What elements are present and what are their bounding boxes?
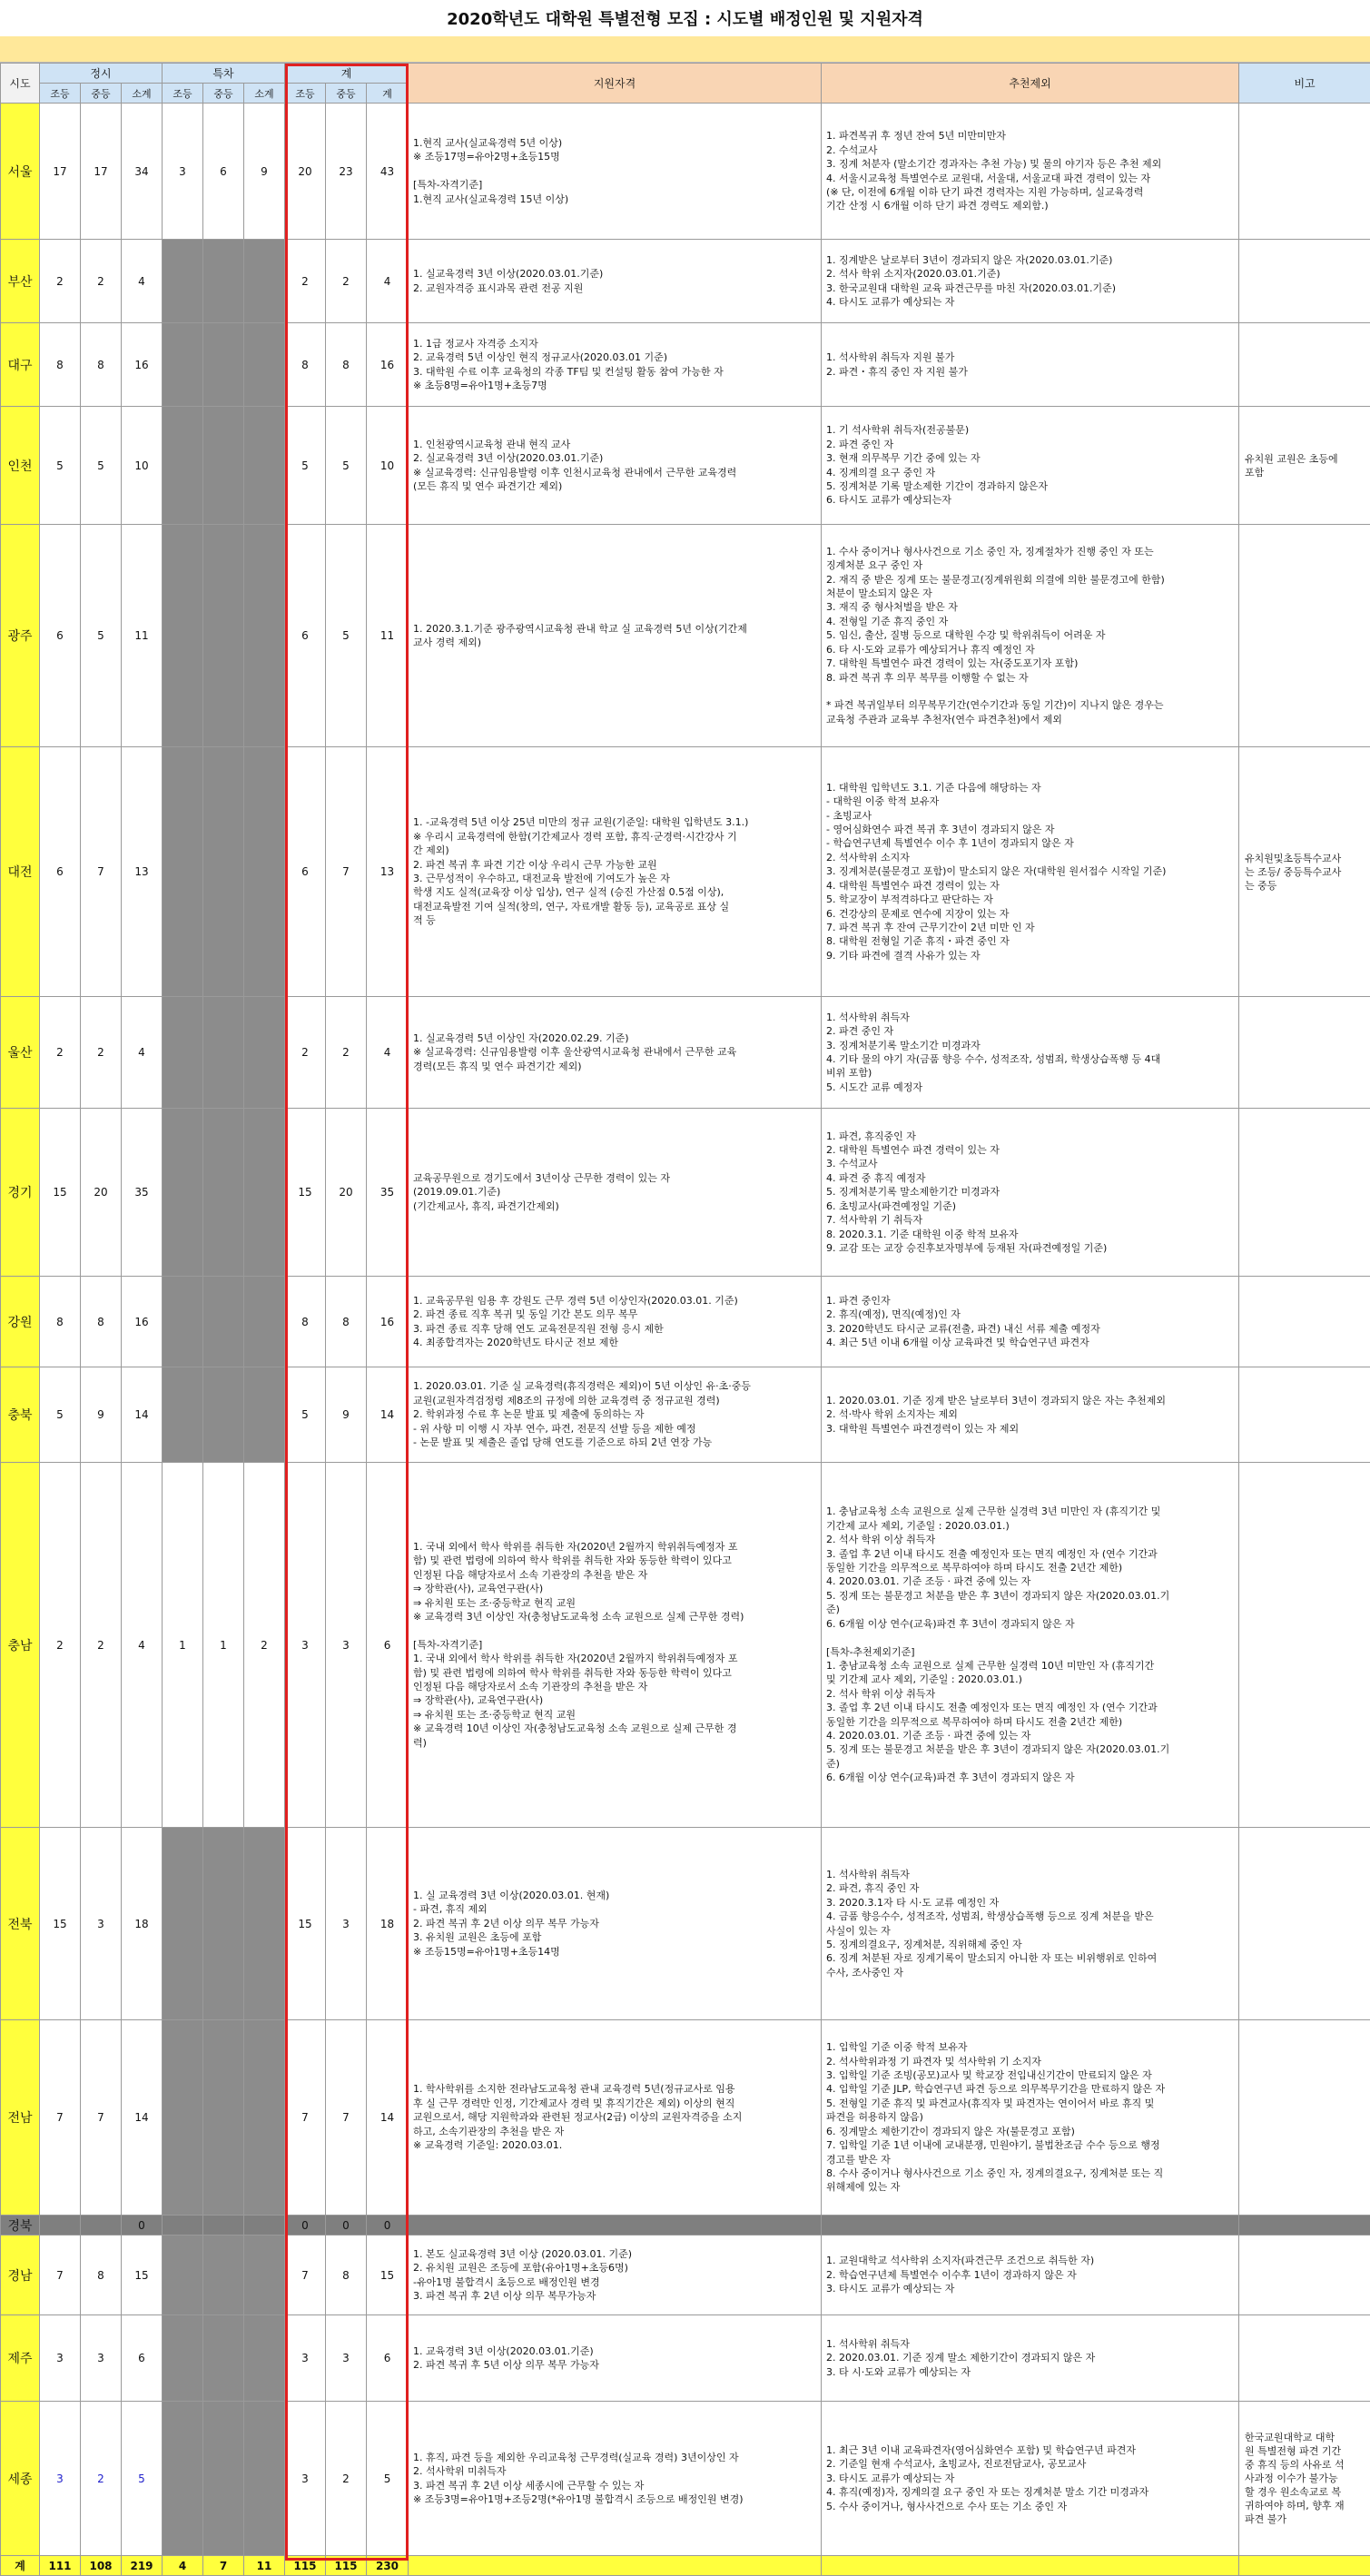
count-cell: 15	[122, 2235, 163, 2315]
sido-cell: 경남	[1, 2235, 40, 2315]
count-cell: 13	[122, 747, 163, 997]
count-cell: 3	[285, 2315, 326, 2402]
header-sido: 시도	[1, 64, 40, 104]
qualification-cell: 1. 실교육경력 5년 이상인 자(2020.02.29. 기준) ※ 실교육경력: 신규임용발령 이후 울산광역시교육청 관내에서 근무한 교육 경력(모든 휴직 및 연수 파견기간 제외)	[409, 997, 822, 1109]
count-cell: 0	[326, 2216, 367, 2235]
remarks-cell	[1239, 1828, 1370, 2020]
sido-cell: 경기	[1, 1109, 40, 1277]
count-cell	[203, 1109, 244, 1277]
table-row	[1, 2235, 1370, 2315]
count-cell	[163, 2235, 203, 2315]
count-cell: 6	[40, 747, 81, 997]
count-cell	[163, 747, 203, 997]
remarks-cell	[1239, 1367, 1370, 1463]
count-cell: 16	[122, 323, 163, 407]
table-row	[1, 1277, 1370, 1367]
remarks-cell	[1239, 525, 1370, 747]
count-cell: 16	[367, 323, 409, 407]
count-cell	[244, 323, 285, 407]
sido-cell: 세종	[1, 2402, 40, 2556]
count-cell: 15	[40, 1109, 81, 1277]
count-cell	[203, 323, 244, 407]
count-cell: 4	[367, 997, 409, 1109]
subheader-cell: 소계	[244, 84, 285, 104]
sido-cell: 대전	[1, 747, 40, 997]
count-cell: 15	[285, 1109, 326, 1277]
table-row	[1, 2315, 1370, 2402]
count-cell: 8	[285, 1277, 326, 1367]
table-row	[1, 997, 1370, 1109]
remarks-cell: 유치원 교원은 초등에 포함	[1239, 407, 1370, 525]
remarks-cell	[1239, 2216, 1370, 2235]
sido-cell: 울산	[1, 997, 40, 1109]
subheader-cell: 소계	[122, 84, 163, 104]
count-cell: 2	[40, 997, 81, 1109]
exclusion-cell: 1. 징계받은 날로부터 3년이 경과되지 않은 자(2020.03.01.기준) 2. 석사 학위 소지자(2020.03.01.기준) 3. 한국교원대 대학원 교육 파견근무를 마친 자(2020.03.01.기준) 4. 타시도 교류가 예상되는 자	[822, 240, 1239, 323]
count-cell: 6	[122, 2315, 163, 2402]
count-cell: 18	[367, 1828, 409, 2020]
count-cell	[244, 407, 285, 525]
count-cell: 7	[81, 2020, 122, 2216]
count-cell: 3	[326, 2315, 367, 2402]
page-title: 2020학년도 대학원 특별전형 모집 : 시도별 배정인원 및 지원자격	[0, 0, 1370, 36]
count-cell	[244, 525, 285, 747]
count-cell: 2	[244, 1463, 285, 1828]
count-cell	[203, 2235, 244, 2315]
total-count-cell: 11	[244, 2556, 285, 2576]
table-row	[1, 747, 1370, 997]
table-row	[1, 1463, 1370, 1828]
remarks-cell	[1239, 1109, 1370, 1277]
sido-cell: 부산	[1, 240, 40, 323]
count-cell: 3	[40, 2402, 81, 2556]
total-label: 계	[1, 2556, 40, 2576]
qualification-cell: 1. 본도 실교육경력 3년 이상 (2020.03.01. 기준) 2. 유치원 교원은 조등에 포함(유아1명+초등6명) -유아1명 불합격시 초등으로 배정인원 변경 3. 파견 복귀 후 2년 이상 의무 복무가능자	[409, 2235, 822, 2315]
count-cell: 2	[81, 2402, 122, 2556]
count-cell: 2	[326, 997, 367, 1109]
remarks-cell	[1239, 2315, 1370, 2402]
count-cell: 1	[203, 1463, 244, 1828]
count-cell	[163, 2315, 203, 2402]
count-cell	[163, 1828, 203, 2020]
count-cell: 20	[81, 1109, 122, 1277]
total-count-cell: 230	[367, 2556, 409, 2576]
table-row	[1, 104, 1370, 240]
count-cell: 5	[326, 525, 367, 747]
count-cell: 8	[326, 2235, 367, 2315]
count-cell: 8	[285, 323, 326, 407]
count-cell: 14	[367, 1367, 409, 1463]
total-count-cell: 111	[40, 2556, 81, 2576]
remarks-cell	[1239, 997, 1370, 1109]
count-cell	[203, 747, 244, 997]
exclusion-cell: 1. 수사 중이거나 형사사건으로 기소 중인 자, 징계절차가 진행 중인 자 또는 징계처분 요구 중인 자 2. 재직 중 받은 징계 또는 불문경고(징계위원회 의결에 의한 불문경고에 한함) 처분이 말소되지 않은 자 3. 재직 중 형사처벌을 받은 자 4. 전형일 기준 휴직 중인 자 5. 임신, 출산, 질병 등으로 대학원 수강 및 학위취득이 어려운 자 6. 타 시·도와 교류가 예상되거나 휴직 예정인 자 7. 대학원 특별연수 파견 경력이 있는 자(중도포기자 포함) 8. 파견 복귀 후 의무 복무를 이행할 수 없는 자 * 파견 복귀일부터 의무복무기간(연수기간과 동일 기간)이 지나지 않은 경우는 교육청 주관과 교육부 추천자(연수 파견추천)에서 제외	[822, 525, 1239, 747]
count-cell	[244, 1277, 285, 1367]
count-cell	[203, 2402, 244, 2556]
count-cell: 15	[285, 1828, 326, 2020]
remarks-cell	[1239, 104, 1370, 240]
exclusion-cell: 1. 교원대학교 석사학위 소지자(파견근무 조건으로 취득한 자) 2. 학습연구년제 특별연수 이수후 1년이 경과하지 않은 자 3. 타시도 교류가 예상되는 자	[822, 2235, 1239, 2315]
count-cell: 5	[81, 525, 122, 747]
count-cell	[244, 1109, 285, 1277]
count-cell: 8	[326, 323, 367, 407]
count-cell: 0	[122, 2216, 163, 2235]
count-cell: 5	[285, 1367, 326, 1463]
subheader-cell: 계	[367, 84, 409, 104]
count-cell: 20	[285, 104, 326, 240]
remarks-cell: 한국교원대학교 대학 원 특별전형 파견 기간 중 휴직 등의 사유로 석 사과정 이수가 불가능 할 경우 원소속교로 복 귀하여야 하며, 향후 재 파견 불가	[1239, 2402, 1370, 2556]
count-cell: 2	[81, 1463, 122, 1828]
count-cell: 2	[81, 240, 122, 323]
exclusion-cell: 1. 석사학위 취득자 2. 파견, 휴직 중인 자 3. 2020.3.1자 타 시·도 교류 예정인 자 4. 금품 향응수수, 성적조작, 성범죄, 학생상습폭행 등으로 징계 처분을 받은 사실이 있는 자 5. 징계의결요구, 징계처분, 직위해제 중인 자 6. 징계 처분된 자로 징계기록이 말소되지 아니한 자 또는 비위행위로 인하여 수사, 조사중인 자	[822, 1828, 1239, 2020]
table-row	[1, 1109, 1370, 1277]
count-cell: 17	[40, 104, 81, 240]
count-cell: 43	[367, 104, 409, 240]
qualification-cell: 교육공무원으로 경기도에서 3년이상 근무한 경력이 있는 자 (2019.09.01.기준) (기간제교사, 휴직, 파견기간제외)	[409, 1109, 822, 1277]
count-cell: 5	[285, 407, 326, 525]
qualification-cell	[409, 2216, 822, 2235]
count-cell: 8	[81, 323, 122, 407]
qualification-cell: 1. 2020.03.01. 기준 실 교육경력(휴직경력은 제외)이 5년 이상인 유·초·중등 교원(교원자격검정령 제8조의 규정에 의한 교육경력 중 정규교원 경력) 2. 학위과정 수료 후 논문 발표 및 제출에 동의하는 자 - 위 사항 미 이행 시 자부 연수, 파견, 전문직 선발 등을 제한 예정 - 논문 발표 및 제출은 졸업 당해 연도를 기준으로 하되 2년 연장 가능	[409, 1367, 822, 1463]
exclusion-cell: 1. 석사학위 취득자 지원 불가 2. 파견・휴직 중인 자 지원 불가	[822, 323, 1239, 407]
sido-cell: 제주	[1, 2315, 40, 2402]
count-cell	[244, 2315, 285, 2402]
count-cell: 17	[81, 104, 122, 240]
qualification-cell: 1. 실 교육경력 3년 이상(2020.03.01. 현재) - 파견, 휴직 제외 2. 파견 복귀 후 2년 이상 의무 복무 가능자 3. 유치원 교원은 초등에 포함 ※ 조등15명=유아1명+초등14명	[409, 1828, 822, 2020]
qualification-cell: 1. 학사학위를 소지한 전라남도교육청 관내 교육경력 5년(정규교사로 임용 후 실 근무 경력만 인정, 기간제교사 경력 및 휴직기간은 제외) 이상의 현직 교원으로서, 해당 지원학과와 관련된 정교사(2급) 이상의 교원자격증을 소지 하고, 소속기관장의 추천을 받은 자 ※ 교육경력 기준일: 2020.03.01.	[409, 2020, 822, 2216]
total-row	[1, 2556, 1370, 2576]
count-cell: 10	[122, 407, 163, 525]
count-cell	[244, 2020, 285, 2216]
qualification-cell: 1. 1급 정교사 자격증 소지자 2. 교육경력 5년 이상인 현직 정규교사(2020.03.01 기준) 3. 대학원 수료 이후 교육청의 각종 TF팀 및 컨설팅 활동 참여 가능한 자 ※ 초등8명=유아1명+초등7명	[409, 323, 822, 407]
count-cell: 2	[326, 240, 367, 323]
exclusion-cell: 1. 입학일 기준 이중 학적 보유자 2. 석사학위과정 기 파견자 및 석사학위 기 소지자 3. 입학일 기준 조빙(공모)교사 및 학교장 전입내신기간이 만료되지 않은 자 4. 입학일 기준 JLP, 학습연구년 파견 등으로 의무복무기간을 만료하지 않은 자 5. 전형일 기준 휴직 및 파견교사(휴직자 및 파견자는 연이어서 바로 휴직 및 파견을 허용하지 않음) 6. 징계말소 제한기간이 경과되지 않은 자(불문경고 포함) 7. 입학일 기준 1년 이내에 교내분쟁, 민원야기, 불법찬조금 수수 등으로 행정 경고를 받은 자 8. 수사 중이거나 형사사건으로 기소 중인 자, 징계의결요구, 징계처분 또는 직 위해제에 있는 자	[822, 2020, 1239, 2216]
count-cell	[163, 2216, 203, 2235]
subheader-cell: 조등	[40, 84, 81, 104]
count-cell: 5	[367, 2402, 409, 2556]
count-cell	[203, 2216, 244, 2235]
exclusion-cell: 1. 파견, 휴직중인 자 2. 대학원 특별연수 파견 경력이 있는 자 3. 수석교사 4. 파견 중 휴직 예정자 5. 징계처분기록 말소제한기간 미경과자 6. 초빙교사(파견예정일 기준) 7. 석사학위 기 취득자 8. 2020.3.1. 기준 대학원 이중 학적 보유자 9. 교감 또는 교장 승진후보자명부에 등재된 자(파견예정일 기준)	[822, 1109, 1239, 1277]
qualification-cell: 1. 교육경력 3년 이상(2020.03.01.기준) 2. 파견 복귀 후 5년 이상 의무 복무 가능자	[409, 2315, 822, 2402]
count-cell: 3	[163, 104, 203, 240]
exclusion-cell: 1. 2020.03.01. 기준 징계 받은 날로부터 3년이 경과되지 않은 자는 추천제외 2. 석·박사 학위 소지자는 제외 3. 대학원 특별연수 파견경력이 있는 자 제외	[822, 1367, 1239, 1463]
exclusion-cell: 1. 석사학위 취득자 2. 파견 중인 자 3. 징계처분기록 말소기간 미경과자 4. 기타 물의 야기 자(금품 향응 수수, 성적조작, 성범죄, 학생상습폭행 등 4대 비위 포함) 5. 시도간 교류 예정자	[822, 997, 1239, 1109]
total-empty-cell	[1239, 2556, 1370, 2576]
table-row	[1, 525, 1370, 747]
count-cell	[203, 997, 244, 1109]
count-cell: 8	[40, 323, 81, 407]
count-cell	[244, 2235, 285, 2315]
remarks-cell	[1239, 2020, 1370, 2216]
exclusion-cell: 1. 대학원 입학년도 3.1. 기준 다음에 해당하는 자 - 대학원 이중 학적 보유자 - 초빙교사 - 영어심화연수 파견 복귀 후 3년이 경과되지 않은 자 - 학습연구년제 특별연수 이수 후 1년이 경과되지 않은 자 2. 석사학위 소지자 3. 징계처분(불문경고 포함)이 말소되지 않은 자(대학원 원서접수 시작일 기준) 4. 대학원 특별연수 파견 경력이 있는 자 5. 학교장이 부적격하다고 판단하는 자 6. 건강상의 문제로 연수에 지장이 있는 자 7. 파견 복귀 후 잔여 근무기간이 2년 미만 인 자 8. 대학원 전형일 기준 휴직・파견 중인 자 9. 기타 파견에 결격 사유가 있는 자	[822, 747, 1239, 997]
count-cell: 3	[81, 2315, 122, 2402]
exclusion-cell: 1. 최근 3년 이내 교육파견자(영어심화연수 포함) 및 학습연구년 파견자 2. 기준일 현재 수석교사, 초빙교사, 진로전담교사, 공모교사 3. 타시도 교류가 예상되는 자 4. 휴직(예정)자, 징계의결 요구 중인 자 또는 징계처분 말소 기간 미경과자 5. 수사 중이거나, 형사사건으로 수사 또는 기소 중인 자	[822, 2402, 1239, 2556]
count-cell: 5	[326, 407, 367, 525]
sido-cell: 서울	[1, 104, 40, 240]
subheader-cell: 중등	[203, 84, 244, 104]
count-cell	[163, 1367, 203, 1463]
subheader-cell: 조등	[163, 84, 203, 104]
count-cell: 2	[81, 997, 122, 1109]
header-remarks: 비고	[1239, 64, 1370, 104]
count-cell: 6	[367, 1463, 409, 1828]
qualification-cell: 1. 2020.3.1.기준 광주광역시교육청 관내 학교 실 교육경력 5년 이상(기간제 교사 경력 제외)	[409, 525, 822, 747]
subheader-cell: 조등	[285, 84, 326, 104]
qualification-cell: 1. -교육경력 5년 이상 25년 미만의 정규 교원(기준일: 대학원 입학년도 3.1.) ※ 우리시 교육경력에 한함(기간제교사 경력 포함, 휴직·군경력·시간강사 기 간 제외) 2. 파견 복귀 후 파견 기간 이상 우리시 근무 가능한 교원 3. 근무성적이 우수하고, 대전교육 발전에 기여도가 높은 자 학생 지도 실적(교육장 이상 입상), 연구 실적 (승진 가산점 0.5점 이상), 대전교육발전 기여 실적(창의, 연구, 자료개발 활동 등), 교육공로 표상 실 적 등	[409, 747, 822, 997]
table-row	[1, 2216, 1370, 2235]
exclusion-cell: 1. 충남교육청 소속 교원으로 실제 근무한 실경력 3년 미만인 자 (휴직기간 및 기간제 교사 제외, 기준일 : 2020.03.01.) 2. 석사 학위 이상 취득자 3. 졸업 후 2년 이내 타시도 전출 예정인자 또는 면직 예정인 자 (연수 기간과 동일한 기간을 의무적으로 복무하여야 하며 타시도 전출 2년간 제한) 4. 2020.03.01. 기준 조등 · 파견 중에 있는 자 5. 징계 또는 불문경고 처분을 받은 후 3년이 경과되지 않은 자(2020.03.01.기 준) 6. 6개월 이상 연수(교육)파견 후 3년이 경과되지 않은 자 [특차-추천제외기준] 1. 충남교육청 소속 교원으로 실제 근무한 실경력 10년 미만인 자 (휴직기간 및 기간제 교사 제외, 기준일 : 2020.03.01.) 2. 석사 학위 이상 취득자 3. 졸업 후 2년 이내 타시도 전출 예정인자 또는 면직 예정인 자 (연수 기간과 동일한 기간을 의무적으로 복무하여야 하며 타시도 전출 2년간 제한) 4. 2020.03.01. 기준 조등 · 파견 중에 있는 자 5. 징계 또는 불문경고 처분을 받은 후 3년이 경과되지 않은 자(2020.03.01.기 준) 6. 6개월 이상 연수(교육)파견 후 3년이 경과되지 않은 자	[822, 1463, 1239, 1828]
count-cell: 2	[285, 997, 326, 1109]
header-qualification: 지원자격	[409, 64, 822, 104]
count-cell: 7	[81, 747, 122, 997]
count-cell: 15	[367, 2235, 409, 2315]
count-cell	[163, 2020, 203, 2216]
count-cell: 18	[122, 1828, 163, 2020]
total-empty-cell	[822, 2556, 1239, 2576]
count-cell: 10	[367, 407, 409, 525]
header-exclusion: 추천제외	[822, 64, 1239, 104]
count-cell: 5	[40, 1367, 81, 1463]
count-cell: 7	[285, 2020, 326, 2216]
count-cell: 7	[40, 2235, 81, 2315]
remarks-cell	[1239, 323, 1370, 407]
count-cell: 3	[40, 2315, 81, 2402]
count-cell: 7	[326, 747, 367, 997]
sido-cell: 전남	[1, 2020, 40, 2216]
header-jeongsi: 정시	[40, 64, 163, 84]
count-cell	[40, 2216, 81, 2235]
sido-cell: 경북	[1, 2216, 40, 2235]
total-count-cell: 4	[163, 2556, 203, 2576]
count-cell: 0	[285, 2216, 326, 2235]
quota-table	[0, 63, 1370, 2576]
count-cell: 0	[367, 2216, 409, 2235]
exclusion-cell: 1. 기 석사학위 취득자(전공불문) 2. 파견 중인 자 3. 현재 의무복무 기간 중에 있는 자 4. 징계의결 요구 중인 자 5. 징계처분 기록 말소제한 기간이 경과하지 않은자 6. 타시도 교류가 예상되는자	[822, 407, 1239, 525]
exclusion-cell: 1. 석사학위 취득자 2. 2020.03.01. 기준 징계 말소 제한기간이 경과되지 않은 자 3. 타 시·도와 교류가 예상되는 자	[822, 2315, 1239, 2402]
count-cell: 4	[122, 240, 163, 323]
count-cell: 13	[367, 747, 409, 997]
count-cell: 16	[122, 1277, 163, 1367]
count-cell: 4	[122, 1463, 163, 1828]
remarks-cell: 유치원및초등특수교사 는 조등/ 중등특수교사 는 중등	[1239, 747, 1370, 997]
header-gye: 계	[285, 64, 409, 84]
count-cell: 5	[40, 407, 81, 525]
qualification-cell: 1. 실교육경력 3년 이상(2020.03.01.기준) 2. 교원자격증 표시과목 관련 전공 지원	[409, 240, 822, 323]
count-cell: 5	[122, 2402, 163, 2556]
total-count-cell: 115	[326, 2556, 367, 2576]
count-cell: 11	[122, 525, 163, 747]
count-cell: 6	[285, 525, 326, 747]
count-cell	[244, 240, 285, 323]
count-cell	[203, 407, 244, 525]
count-cell: 6	[285, 747, 326, 997]
count-cell: 3	[326, 1828, 367, 2020]
count-cell	[244, 2216, 285, 2235]
count-cell: 8	[326, 1277, 367, 1367]
count-cell: 9	[81, 1367, 122, 1463]
remarks-cell	[1239, 2235, 1370, 2315]
count-cell: 9	[244, 104, 285, 240]
count-cell: 8	[40, 1277, 81, 1367]
count-cell	[163, 1277, 203, 1367]
count-cell	[203, 1277, 244, 1367]
sido-cell: 충북	[1, 1367, 40, 1463]
qualification-cell: 1. 휴직, 파견 등을 제외한 우리교육청 근무경력(실교육 경력) 3년이상인 자 2. 석사학위 미취득자 3. 파견 복귀 후 2년 이상 세종시에 근무할 수 있는 자 ※ 조등3명=유아1명+조등2명(*유아1명 불합격시 조등으로 배정인원 변경)	[409, 2402, 822, 2556]
count-cell	[244, 997, 285, 1109]
count-cell	[163, 407, 203, 525]
count-cell: 4	[367, 240, 409, 323]
count-cell: 3	[285, 2402, 326, 2556]
qualification-cell: 1. 국내 외에서 학사 학위를 취득한 자(2020년 2월까지 학위취득예정자 포 함) 및 관련 법령에 의하여 학사 학위를 취득한 자와 동등한 학력이 있다고 인정된 다음 해당자로서 소속 기관장의 추천을 받은 자 ⇒ 장학관(사), 교육연구관(사) ⇒ 유치원 또는 조·중등학교 현직 교원 ※ 교육경력 3년 이상인 자(충청남도교육청 소속 교원으로 실제 근무한 경력) [특차-자격기준] 1. 국내 외에서 학사 학위를 취득한 자(2020년 2월까지 학위취득예정자 포 함) 및 관련 법령에 의하여 학사 학위를 취득한 자와 동등한 학력이 있다고 인정된 다음 해당자로서 소속 기관장의 추천을 받은 자 ⇒ 장학관(사), 교육연구관(사) ⇒ 유치원 또는 조·중등학교 현직 교원 ※ 교육경력 10년 이상인 자(충청남도교육청 소속 교원으로 실제 근무한 경 력)	[409, 1463, 822, 1828]
count-cell: 4	[122, 997, 163, 1109]
count-cell: 7	[326, 2020, 367, 2216]
count-cell	[203, 2020, 244, 2216]
count-cell: 8	[81, 2235, 122, 2315]
table-row	[1, 1828, 1370, 2020]
total-empty-cell	[409, 2556, 822, 2576]
table-row	[1, 1367, 1370, 1463]
count-cell: 6	[40, 525, 81, 747]
sido-cell: 대구	[1, 323, 40, 407]
count-cell: 3	[326, 1463, 367, 1828]
count-cell	[81, 2216, 122, 2235]
remarks-cell	[1239, 1463, 1370, 1828]
count-cell: 7	[40, 2020, 81, 2216]
remarks-cell	[1239, 1277, 1370, 1367]
count-cell: 1	[163, 1463, 203, 1828]
sido-cell: 전북	[1, 1828, 40, 2020]
count-cell: 35	[367, 1109, 409, 1277]
exclusion-cell: 1. 파견 중인자 2. 휴직(예정), 면직(예정)인 자 3. 2020학년도 타시군 교류(전출, 파견) 내신 서류 제출 예정자 4. 최근 5년 이내 6개월 이상 교육파견 및 학습연구년 파견자	[822, 1277, 1239, 1367]
count-cell: 2	[40, 240, 81, 323]
subheader-cell: 중등	[81, 84, 122, 104]
count-cell	[203, 1367, 244, 1463]
table-row	[1, 240, 1370, 323]
count-cell: 2	[40, 1463, 81, 1828]
count-cell: 2	[285, 240, 326, 323]
count-cell: 14	[122, 1367, 163, 1463]
count-cell	[203, 1828, 244, 2020]
qualification-cell: 1. 교육공무원 임용 후 강원도 근무 경력 5년 이상인자(2020.03.01. 기준) 2. 파견 종료 직후 복귀 및 동일 기간 본도 의무 복무 3. 파견 종료 직후 당해 연도 교육전문직원 전형 응시 제한 4. 최종합격자는 2020학년도 타시군 전보 제한	[409, 1277, 822, 1367]
count-cell: 6	[367, 2315, 409, 2402]
sido-cell: 광주	[1, 525, 40, 747]
count-cell	[244, 1828, 285, 2020]
count-cell: 35	[122, 1109, 163, 1277]
count-cell: 7	[285, 2235, 326, 2315]
count-cell	[163, 1109, 203, 1277]
remarks-cell	[1239, 240, 1370, 323]
qualification-cell: 1.현직 교사(실교육경력 5년 이상) ※ 조등17명=유아2명+초등15명 [특차-자격기준] 1.현직 교사(실교육경력 15년 이상)	[409, 104, 822, 240]
table-row	[1, 2402, 1370, 2556]
total-count-cell: 7	[203, 2556, 244, 2576]
exclusion-cell: 1. 파견복귀 후 정년 잔여 5년 미만미만자 2. 수석교사 3. 징계 처분자 (말소기간 경과자는 추천 가능) 및 물의 야기자 등은 추천 제외 4. 서울시교육청 특별연수로 교원대, 서울대, 서울교대 파견 경력이 있는 자 (※ 단, 이전에 6개월 이하 단기 파견 경력자는 지원 가능하며, 실교육경력 기간 산정 시 6개월 이하 단기 파견 경력도 제외함.)	[822, 104, 1239, 240]
sido-cell: 인천	[1, 407, 40, 525]
exclusion-cell	[822, 2216, 1239, 2235]
count-cell: 34	[122, 104, 163, 240]
count-cell	[163, 240, 203, 323]
count-cell: 9	[326, 1367, 367, 1463]
count-cell: 5	[81, 407, 122, 525]
count-cell: 11	[367, 525, 409, 747]
count-cell	[203, 2315, 244, 2402]
table-row	[1, 407, 1370, 525]
count-cell: 3	[81, 1828, 122, 2020]
total-count-cell: 108	[81, 2556, 122, 2576]
total-count-cell: 115	[285, 2556, 326, 2576]
count-cell	[244, 747, 285, 997]
header-band	[0, 36, 1370, 63]
count-cell: 2	[326, 2402, 367, 2556]
sido-cell: 강원	[1, 1277, 40, 1367]
count-cell: 15	[40, 1828, 81, 2020]
qualification-cell: 1. 인천광역시교육청 관내 현직 교사 2. 실교육경력 3년 이상(2020.03.01.기준) ※ 실교육경력: 신규임용발령 이후 인천시교육청 관내에서 근무한 교육경력 (모든 휴직 및 연수 파견기간 제외)	[409, 407, 822, 525]
count-cell: 14	[122, 2020, 163, 2216]
header-teukcha: 특차	[163, 64, 285, 84]
count-cell: 3	[285, 1463, 326, 1828]
count-cell: 23	[326, 104, 367, 240]
count-cell: 14	[367, 2020, 409, 2216]
count-cell	[163, 323, 203, 407]
total-count-cell: 219	[122, 2556, 163, 2576]
sido-cell: 충남	[1, 1463, 40, 1828]
count-cell: 6	[203, 104, 244, 240]
table-row	[1, 2020, 1370, 2216]
count-cell: 8	[81, 1277, 122, 1367]
count-cell: 16	[367, 1277, 409, 1367]
count-cell	[244, 1367, 285, 1463]
count-cell	[163, 997, 203, 1109]
subheader-cell: 중등	[326, 84, 367, 104]
count-cell	[244, 2402, 285, 2556]
count-cell: 20	[326, 1109, 367, 1277]
table-row	[1, 323, 1370, 407]
count-cell	[203, 525, 244, 747]
count-cell	[163, 2402, 203, 2556]
count-cell	[163, 525, 203, 747]
count-cell	[203, 240, 244, 323]
